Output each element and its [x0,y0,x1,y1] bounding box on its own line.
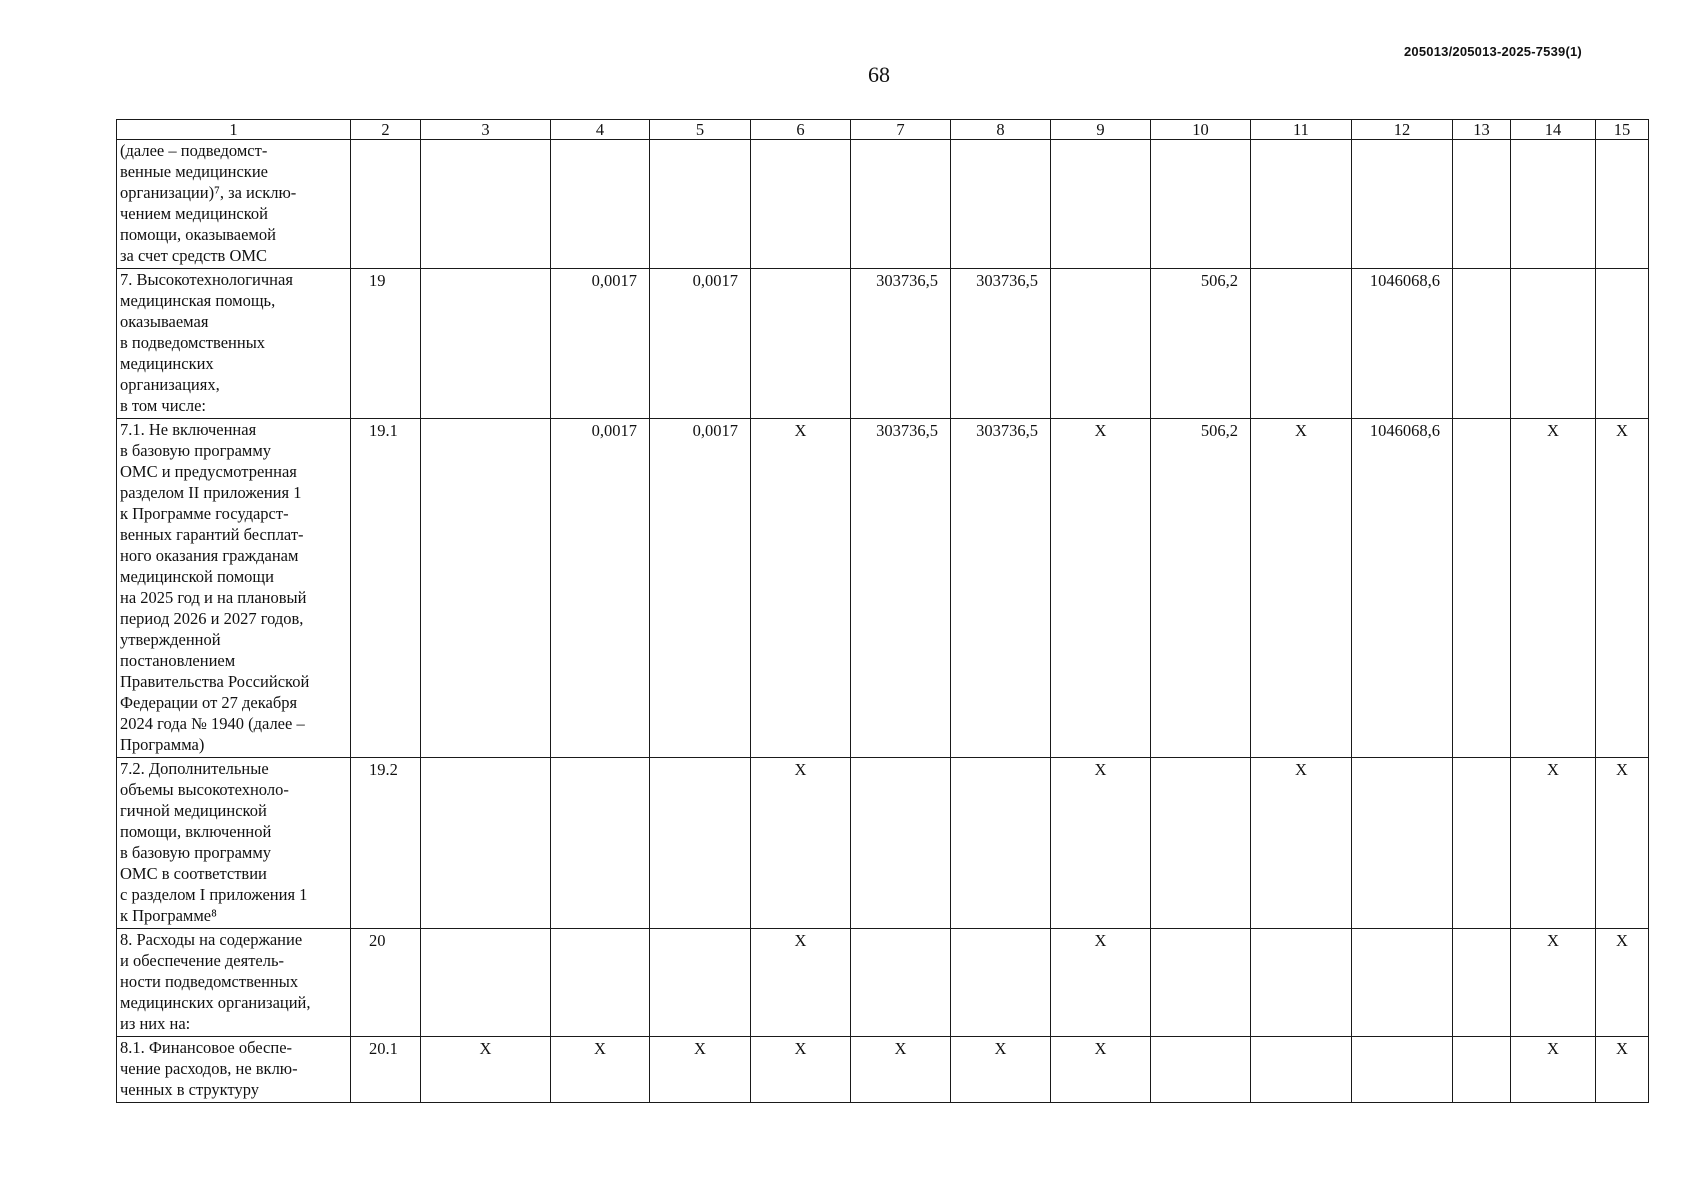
table-cell [650,758,751,929]
row-description: (далее – подведомст- венные медицинские организации)⁷, за исклю- чением медицинской помощи, оказываемой за счет средств ОМС [117,140,351,269]
table-cell [751,140,851,269]
column-number-header: 3 [421,120,551,140]
table-cell [851,758,951,929]
column-number-header: 13 [1453,120,1511,140]
table-cell [1511,269,1596,419]
column-number-header: 15 [1596,120,1649,140]
table-row [117,1037,1649,1103]
table-row [117,140,1649,269]
table-cell [551,140,650,269]
table-row [117,929,1649,1037]
table-cell: 1046068,6 [1352,269,1453,419]
table-cell: 506,2 [1151,419,1251,758]
table-cell [1453,1037,1511,1103]
row-code: 20.1 [351,1037,421,1103]
column-number-header: 9 [1051,120,1151,140]
table-cell: Х [1511,758,1596,929]
table-cell [1453,140,1511,269]
table-header-row [117,120,1649,140]
row-code: 19.1 [351,419,421,758]
table-cell [1151,1037,1251,1103]
table-cell: Х [1251,419,1352,758]
table-cell: 0,0017 [650,269,751,419]
table-cell: 0,0017 [551,269,650,419]
table-cell [421,758,551,929]
table-cell [1352,140,1453,269]
table-row [117,419,1649,758]
table-cell [421,419,551,758]
table-cell: Х [1051,1037,1151,1103]
table-cell [1453,419,1511,758]
column-number-header: 14 [1511,120,1596,140]
row-description: 7.2. Дополнительные объемы высокотехноло- гичной медицинской помощи, включенной в базовую программу ОМС в соответствии с разделом I приложения 1 к Программе⁸ [117,758,351,929]
table-cell: 506,2 [1151,269,1251,419]
table-cell [421,140,551,269]
table-cell: Х [1511,1037,1596,1103]
column-number-header: 6 [751,120,851,140]
table-cell [650,929,751,1037]
row-code: 19.2 [351,758,421,929]
table-cell: Х [421,1037,551,1103]
table-cell [1453,758,1511,929]
column-number-header: 11 [1251,120,1352,140]
table-cell [751,269,851,419]
row-code [351,140,421,269]
table-cell [1151,758,1251,929]
table-cell: Х [751,1037,851,1103]
table-cell: Х [851,1037,951,1103]
row-description: 8.1. Финансовое обеспе- чение расходов, не вклю- ченных в структуру [117,1037,351,1103]
table-cell [1352,1037,1453,1103]
row-code: 19 [351,269,421,419]
table-cell [1051,140,1151,269]
table-cell: Х [1051,419,1151,758]
table-cell: Х [751,929,851,1037]
row-description: 7.1. Не включенная в базовую программу ОМС и предусмотренная разделом II приложения 1 к Программе государст- венных гарантий бесплат- ного оказания гражданам медицинской помощи на 2025 год и на плановый период 2026 и 2027 годов, утвержденной постановлением Правительства Российской Федерации от 27 декабря 2024 года № 1940 (далее – Программа) [117,419,351,758]
table-cell: 303736,5 [951,419,1051,758]
column-number-header: 8 [951,120,1051,140]
table-cell: Х [1511,929,1596,1037]
table-cell [951,929,1051,1037]
table-cell: Х [1051,929,1151,1037]
table-cell: 303736,5 [851,269,951,419]
table-cell: 0,0017 [551,419,650,758]
table-cell [1251,140,1352,269]
table-cell [650,140,751,269]
table-cell [1453,269,1511,419]
table-row [117,758,1649,929]
column-number-header: 4 [551,120,650,140]
table-cell [421,269,551,419]
row-description: 8. Расходы на содержание и обеспечение деятель- ности подведомственных медицинских организаций, из них на: [117,929,351,1037]
table-cell: Х [650,1037,751,1103]
table-cell: Х [1251,758,1352,929]
table-cell [1596,269,1649,419]
table-cell: Х [1051,758,1151,929]
table-cell: Х [751,419,851,758]
table-cell [1352,758,1453,929]
table-cell [1051,269,1151,419]
table-cell: 303736,5 [951,269,1051,419]
table-cell [551,929,650,1037]
row-code: 20 [351,929,421,1037]
table-cell: 303736,5 [851,419,951,758]
table-cell [851,929,951,1037]
table-cell: Х [951,1037,1051,1103]
document-id: 205013/205013-2025-7539(1) [1404,44,1582,59]
column-number-header: 7 [851,120,951,140]
table-cell [1251,929,1352,1037]
table-cell: Х [1596,1037,1649,1103]
table-cell: Х [1596,929,1649,1037]
table-cell: Х [751,758,851,929]
table-cell: Х [1596,758,1649,929]
column-number-header: 10 [1151,120,1251,140]
table-cell: Х [1596,419,1649,758]
table-cell [951,140,1051,269]
table-cell [421,929,551,1037]
column-number-header: 2 [351,120,421,140]
table-cell [551,758,650,929]
table-cell [1251,269,1352,419]
table-cell: 0,0017 [650,419,751,758]
column-number-header: 12 [1352,120,1453,140]
table-cell [1352,929,1453,1037]
row-description: 7. Высокотехнологичная медицинская помощь, оказываемая в подведомственных медицинских организациях, в том числе: [117,269,351,419]
table-cell [1453,929,1511,1037]
page-number: 68 [868,62,890,87]
table-cell: Х [1511,419,1596,758]
table-cell [1151,140,1251,269]
table-cell [951,758,1051,929]
table-cell [1151,929,1251,1037]
table-row [117,269,1649,419]
table-cell [1511,140,1596,269]
table-cell [1251,1037,1352,1103]
table-cell: 1046068,6 [1352,419,1453,758]
column-number-header: 1 [117,120,351,140]
data-table [116,119,1649,1103]
table-cell [1596,140,1649,269]
table-cell: Х [551,1037,650,1103]
column-number-header: 5 [650,120,751,140]
table-cell [851,140,951,269]
